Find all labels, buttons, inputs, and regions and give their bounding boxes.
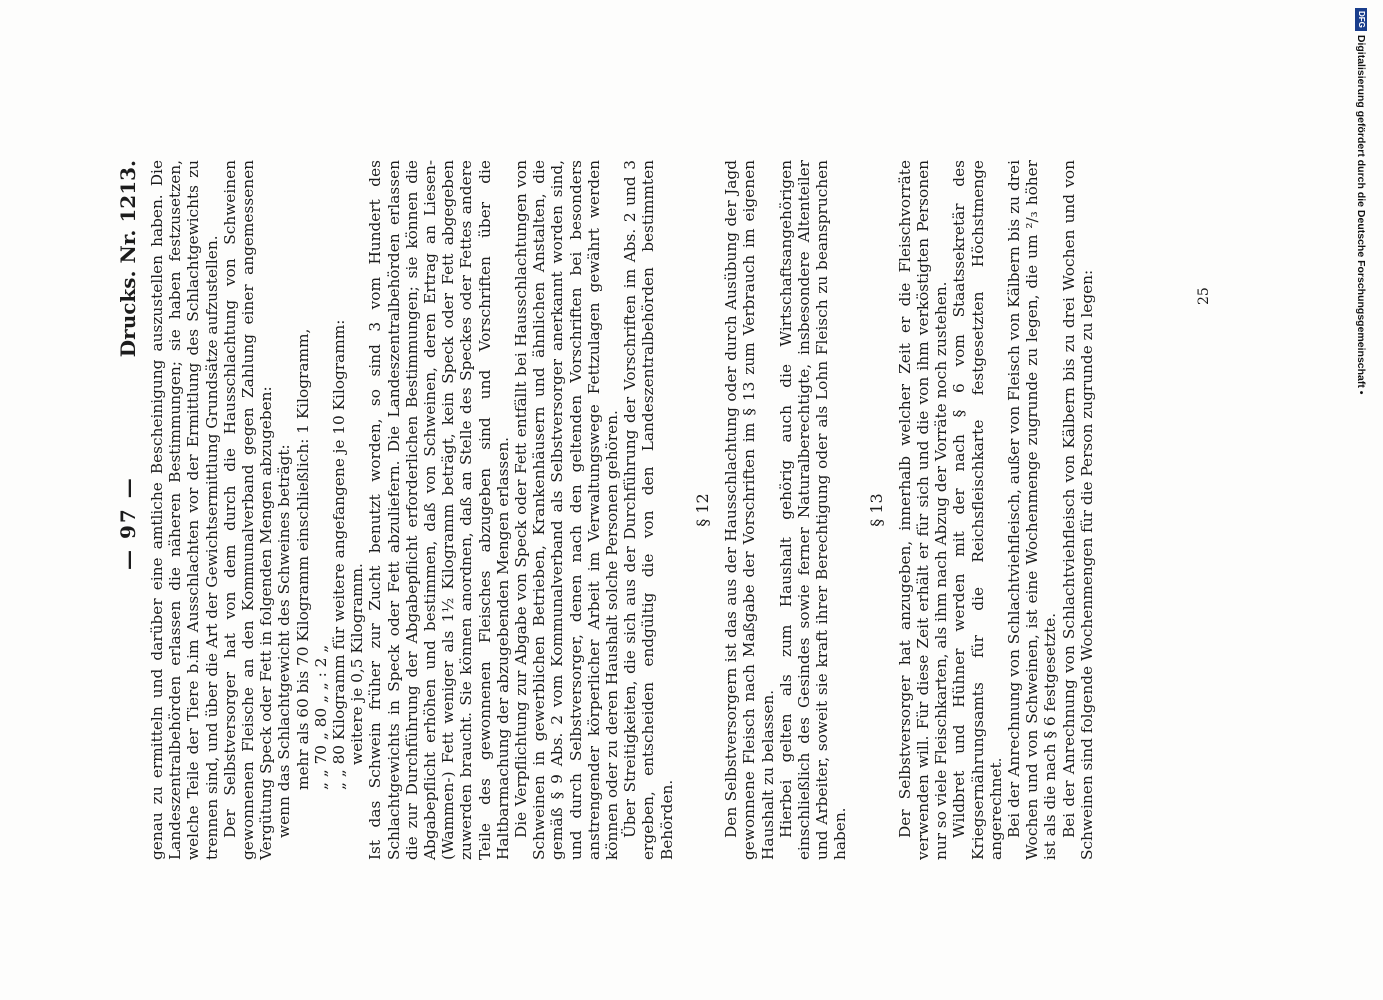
rotated-page-content [110,160,1310,860]
page-number: — 97 — [116,476,140,570]
digitization-credit [1350,8,1372,992]
page-body [148,160,1096,860]
paragraph: Den Selbstversorgern ist das aus der Hausschlachtung oder durch Ausübung der Jagd gewonnene Fleisch nach Maßgabe der Vorschriften im § 13 zum Verbrauch im eigenen Haushalt zu belassen. [722,160,777,860]
weight-table-line: weitere je 0,5 Kilogramm. [348,563,367,765]
druck-number: Drucks. Nr. 1213. [116,160,140,358]
paragraph: Bei der Anrechnung von Schlachtviehfleisch, außer von Fleisch von Kälbern bis zu drei Wochen und von Schweinen, ist eine Wochenmenge zugrunde zu legen, die um ²/₃ höher ist als die nach § 6 festgesetzte. [1004,160,1060,860]
paragraph: Über Streitigkeiten, die sich aus der Durchführung der Vorschriften im Abs. 2 und 3 ergeben, entscheiden endgültig die von den Landeszentralbehörden bestimmten Behörden. [621,160,676,860]
weight-table-line: „ „ 70 „ 80 „ „ : 2 „ [311,644,330,790]
paragraph: Ist das Schwein früher zur Zucht benutzt worden, so sind 3 vom Hundert des Schlachtgewichts in Speck oder Fett abzuliefern. Die Landeszentralbehörden erlassen die zur Durchführung der Abgabepflicht erforderlichen Bestimmungen; sie können die Abgabepflicht erhöhen und bestimmen, daß von Schweinen, deren Ertrag an Liesen- (Wammen-) Fett weniger als 1½ Kilogramm beträgt, kein Speck oder Fett abgegeben zuwerden braucht. Sie können anordnen, daß an Stelle des Speckes oder Fettes andere Teile des gewonnenen Fleisches abzugeben sind und Vorschriften über die Haltbarmachung der abzugebenden Mengen erlassen. [366,160,512,860]
paragraph: Bei der Anrechnung von Schlachtviehfleisch von Kälbern bis zu drei Wochen und von Schweinen sind folgende Wochenmengen für die Person zugrunde zu legen: [1059,160,1096,860]
credit-text: Digitalisierung gefördert durch die Deutsche Forschungsgemeinschaft • [1355,34,1367,395]
paragraph: wenn das Schlachtgewicht des Schweines beträgt: [275,444,294,838]
section-heading: § 13 [866,493,886,527]
paragraph: Der Selbstversorger hat anzugeben, innerhalb welcher Zeit er die Fleischvorräte verwenden will. Für diese Zeit erhält er für sich und die von ihm verköstigten Personen nur so viele Fleischkarten, als ihm nach Abzug der Vorräte noch zustehen. [895,160,951,860]
section-heading: § 12 [692,493,712,527]
paragraph: Die Verpflichtung zur Abgabe von Speck oder Fett entfällt bei Hausschlachtungen von Schweinen in gewerblichen Betrieben, Krankenhäusern und ähnlichen Anstalten, die gemäß § 9 Abs. 2 vom Kommunalverband als Selbstversorger anerkannt worden sind, und durch Selbstversorger, denen nach den geltenden Vorschriften bei besonders anstrengender körperlicher Arbeit im Verwaltungswege Fettzulagen gewährt werden können oder zu deren Haushalt solche Personen gehören. [512,160,622,860]
weight-table-line: mehr als 60 bis 70 Kilogramm einschließlich: 1 Kilogramm, [293,328,312,790]
paragraph: Wildbret und Hühner werden mit der nach § 6 vom Staatssekretär des Kriegsernährungsamts für die Reichsfleischkarte festgesetzten Höchstmenge angerechnet. [950,160,1005,860]
dfg-logo-icon: DFG [1355,8,1367,31]
paragraph: genau zu ermitteln und darüber eine amtliche Bescheinigung auszustellen haben. Die Landeszentralbehörden erlassen die näheren Bestimmungen; sie haben festzusetzen, welche Teile der Tiere b.im Ausschlachten vor der Ermittlung des Schlachtgewichts zu trennen sind, und über die Art der Gewichtsermittlung Grundsätze aufzustellen. [148,160,221,860]
page-header [110,160,150,860]
paragraph: Der Selbstversorger hat von dem durch die Hausschlachtung von Schweinen gewonnenen Fleische an den Kommunalverband gegen Zahlung einer angemessenen Vergütung Speck oder Fett in folgenden Mengen abzugeben: [220,160,276,860]
weight-table-line: „ „ 80 Kilogramm für weitere angefangene je 10 Kilogramm: [330,319,349,790]
paragraph: Hierbei gelten als zum Haushalt gehörig auch die Wirtschaftsangehörigen einschließlich des Gesindes sowie ferner Naturalberechtigte, insbesondere Altenteiler und Arbeiter, soweit sie kraft ihrer Berechtigung oder als Lohn Fleisch zu beanspruchen haben. [776,160,850,860]
signature-number: 25 [1196,287,1212,305]
